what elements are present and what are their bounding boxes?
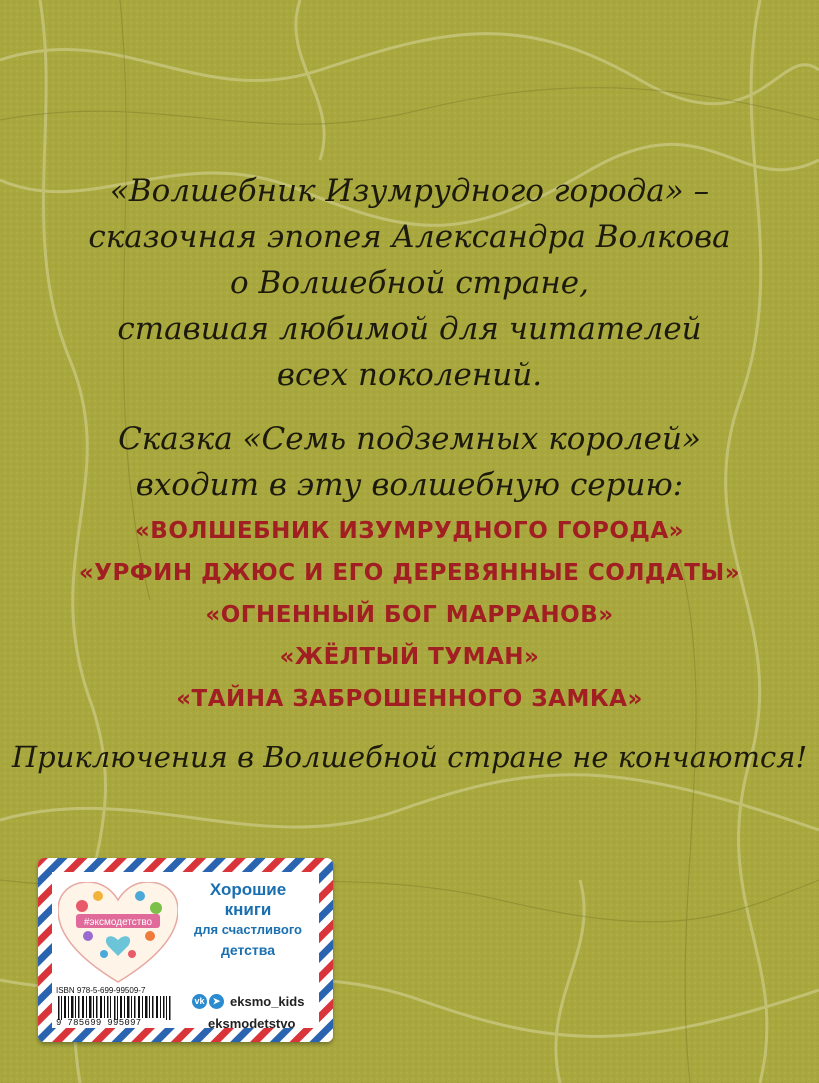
series-intro-line: входит в эту волшебную серию: bbox=[135, 467, 684, 503]
series-title: «ТАЙНА ЗАБРОШЕННОГО ЗАМКА» bbox=[176, 686, 643, 712]
intro-line: «Волшебник Изумрудного города» – bbox=[109, 173, 710, 209]
heart-logo-icon bbox=[58, 882, 178, 986]
isbn-label: ISBN 978-5-699-99509-7 bbox=[56, 986, 146, 995]
intro-paragraph bbox=[0, 168, 819, 398]
series-title: «ВОЛШЕБНИК ИЗУМРУДНОГО ГОРОДА» bbox=[134, 518, 685, 544]
promo-line: детства bbox=[220, 942, 275, 958]
barcode-icon bbox=[56, 996, 180, 1020]
series-title: «ЖЁЛТЫЙ ТУМАН» bbox=[279, 644, 540, 670]
promo-line: книги bbox=[224, 900, 272, 919]
intro-line: о Волшебной стране, bbox=[230, 265, 589, 301]
heart-hashtag: #эксмодетство bbox=[83, 917, 153, 928]
series-title: «ОГНЕННЫЙ БОГ МАРРАНОВ» bbox=[205, 602, 614, 628]
intro-line: ставшая любимой для читателей bbox=[117, 311, 702, 347]
intro-line: сказочная эпопея Александра Волкова bbox=[88, 219, 731, 255]
vk-icon: vk bbox=[192, 994, 207, 1009]
promo-line: для счастливого bbox=[194, 922, 302, 937]
series-titles-list bbox=[0, 510, 819, 720]
sticker-content bbox=[52, 872, 319, 1031]
promo-slogan bbox=[178, 880, 318, 960]
tagline: Приключения в Волшебной стране не кончаются! bbox=[11, 740, 808, 774]
barcode-digits: 9 785699 995097 bbox=[56, 1018, 142, 1028]
series-intro-line: Сказка «Семь подземных королей» bbox=[118, 421, 701, 457]
intro-line: всех поколений. bbox=[276, 357, 543, 393]
series-title: «УРФИН ДЖЮС И ЕГО ДЕРЕВЯННЫЕ СОЛДАТЫ» bbox=[78, 560, 741, 586]
telegram-icon: ➤ bbox=[209, 994, 224, 1009]
promo-line: Хорошие bbox=[209, 880, 287, 899]
social-links bbox=[192, 990, 304, 1012]
site-name: eksmodetstvo bbox=[208, 1016, 296, 1031]
series-intro bbox=[0, 416, 819, 508]
publisher-sticker bbox=[38, 858, 333, 1042]
social-handle: eksmo_kids bbox=[230, 993, 305, 1009]
